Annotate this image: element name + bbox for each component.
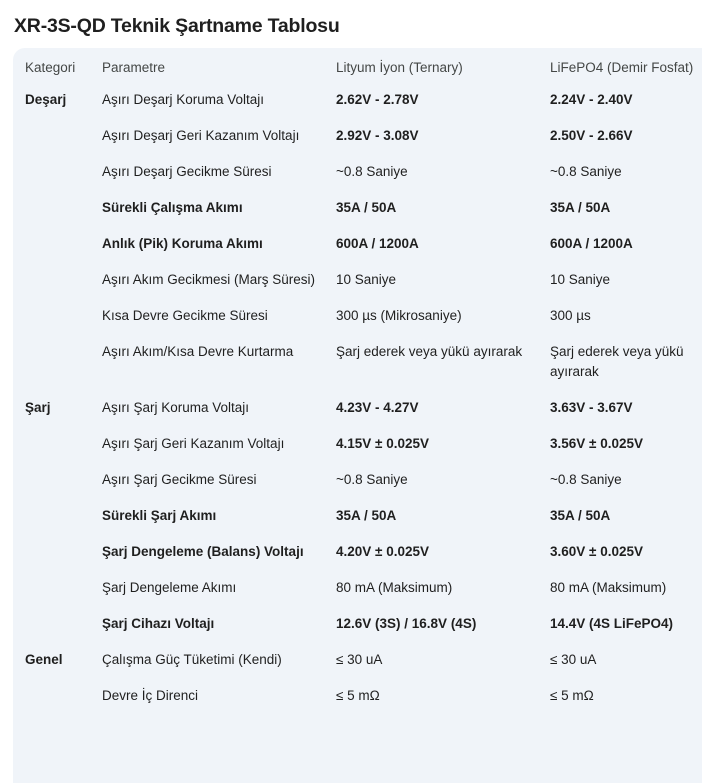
lifepo4-value-cell: 600A / 1200A	[550, 236, 633, 251]
parameter-cell: Aşırı Şarj Gecikme Süresi	[102, 472, 257, 487]
table-row	[13, 572, 702, 608]
page-title: XR-3S-QD Teknik Şartname Tablosu	[14, 15, 340, 37]
table-row	[13, 392, 702, 428]
liion-value-cell: 300 µs (Mikrosaniye)	[336, 308, 462, 323]
lifepo4-value-cell: ~0.8 Saniye	[550, 164, 622, 179]
lifepo4-value-cell: 35A / 50A	[550, 508, 611, 523]
liion-value-cell: 600A / 1200A	[336, 236, 419, 251]
liion-value-cell: ≤ 30 uA	[336, 652, 383, 667]
liion-value-cell: 10 Saniye	[336, 272, 397, 287]
table-row	[13, 608, 702, 644]
table-row	[13, 536, 702, 572]
parameter-cell: Aşırı Akım/Kısa Devre Kurtarma	[102, 344, 294, 359]
lifepo4-value-cell: Şarj ederek veya yükü ayırarak	[550, 344, 684, 379]
table-row	[13, 84, 702, 120]
table-row	[13, 680, 702, 716]
parameter-cell: Şarj Dengeleme Akımı	[102, 580, 237, 595]
parameter-cell: Çalışma Güç Tüketimi (Kendi)	[102, 652, 282, 667]
spec-table-container	[13, 48, 702, 783]
liion-value-cell: Şarj ederek veya yükü ayırarak	[336, 344, 523, 359]
table-row	[13, 336, 702, 392]
table-row	[13, 500, 702, 536]
lifepo4-value-cell: 2.24V - 2.40V	[550, 92, 633, 107]
category-cell	[13, 336, 102, 392]
table-row	[13, 120, 702, 156]
liion-value-cell: 2.62V - 2.78V	[336, 92, 419, 107]
lifepo4-value-cell: 80 mA (Maksimum)	[550, 580, 667, 595]
category-cell	[13, 428, 102, 464]
spec-table	[13, 48, 702, 716]
table-row	[13, 228, 702, 264]
lifepo4-value-cell: ≤ 30 uA	[550, 652, 597, 667]
header-lifepo4: LiFePO4 (Demir Fosfat)	[550, 60, 694, 75]
table-row	[13, 464, 702, 500]
parameter-cell: Aşırı Şarj Geri Kazanım Voltajı	[102, 436, 285, 451]
table-row	[13, 264, 702, 300]
lifepo4-value-cell: 35A / 50A	[550, 200, 611, 215]
category-cell: Genel	[25, 652, 63, 667]
parameter-cell: Sürekli Çalışma Akımı	[102, 200, 243, 215]
liion-value-cell: 35A / 50A	[336, 200, 397, 215]
category-cell	[13, 120, 102, 156]
liion-value-cell: 80 mA (Maksimum)	[336, 580, 453, 595]
header-category: Kategori	[25, 60, 76, 75]
lifepo4-value-cell: 300 µs	[550, 308, 591, 323]
parameter-cell: Anlık (Pik) Koruma Akımı	[102, 236, 263, 251]
header-liion: Lityum İyon (Ternary)	[336, 60, 463, 75]
category-cell	[13, 264, 102, 300]
lifepo4-value-cell: 3.63V - 3.67V	[550, 400, 633, 415]
table-row	[13, 156, 702, 192]
parameter-cell: Şarj Dengeleme (Balans) Voltajı	[102, 544, 304, 559]
lifepo4-value-cell: 2.50V - 2.66V	[550, 128, 633, 143]
liion-value-cell: 2.92V - 3.08V	[336, 128, 419, 143]
category-cell	[13, 608, 102, 644]
category-cell	[13, 572, 102, 608]
parameter-cell: Sürekli Şarj Akımı	[102, 508, 217, 523]
liion-value-cell: 35A / 50A	[336, 508, 397, 523]
parameter-cell: Aşırı Deşarj Koruma Voltajı	[102, 92, 265, 107]
parameter-cell: Aşırı Deşarj Geri Kazanım Voltajı	[102, 128, 300, 143]
parameter-cell: Aşırı Şarj Koruma Voltajı	[102, 400, 250, 415]
liion-value-cell: 12.6V (3S) / 16.8V (4S)	[336, 616, 477, 631]
lifepo4-value-cell: ~0.8 Saniye	[550, 472, 622, 487]
liion-value-cell: ~0.8 Saniye	[336, 472, 408, 487]
parameter-cell: Aşırı Deşarj Gecikme Süresi	[102, 164, 272, 179]
category-cell	[13, 228, 102, 264]
table-row	[13, 192, 702, 228]
category-cell	[13, 300, 102, 336]
liion-value-cell: ~0.8 Saniye	[336, 164, 408, 179]
parameter-cell: Devre İç Direnci	[102, 688, 199, 703]
table-row	[13, 300, 702, 336]
table-row	[13, 644, 702, 680]
category-cell: Deşarj	[25, 92, 67, 107]
lifepo4-value-cell: 3.60V ± 0.025V	[550, 544, 643, 559]
category-cell	[13, 192, 102, 228]
category-cell	[13, 536, 102, 572]
category-cell: Şarj	[25, 400, 51, 415]
table-header-row	[13, 48, 702, 84]
liion-value-cell: 4.15V ± 0.025V	[336, 436, 429, 451]
liion-value-cell: ≤ 5 mΩ	[336, 688, 380, 703]
category-cell	[13, 156, 102, 192]
parameter-cell: Kısa Devre Gecikme Süresi	[102, 308, 268, 323]
category-cell	[13, 500, 102, 536]
lifepo4-value-cell: 3.56V ± 0.025V	[550, 436, 643, 451]
parameter-cell: Aşırı Akım Gecikmesi (Marş Süresi)	[102, 272, 316, 287]
category-cell	[13, 464, 102, 500]
lifepo4-value-cell: 10 Saniye	[550, 272, 611, 287]
parameter-cell: Şarj Cihazı Voltajı	[102, 616, 215, 631]
lifepo4-value-cell: ≤ 5 mΩ	[550, 688, 594, 703]
table-row	[13, 428, 702, 464]
header-parameter: Parametre	[102, 60, 166, 75]
liion-value-cell: 4.20V ± 0.025V	[336, 544, 429, 559]
lifepo4-value-cell: 14.4V (4S LiFePO4)	[550, 616, 674, 631]
category-cell	[13, 680, 102, 716]
liion-value-cell: 4.23V - 4.27V	[336, 400, 419, 415]
